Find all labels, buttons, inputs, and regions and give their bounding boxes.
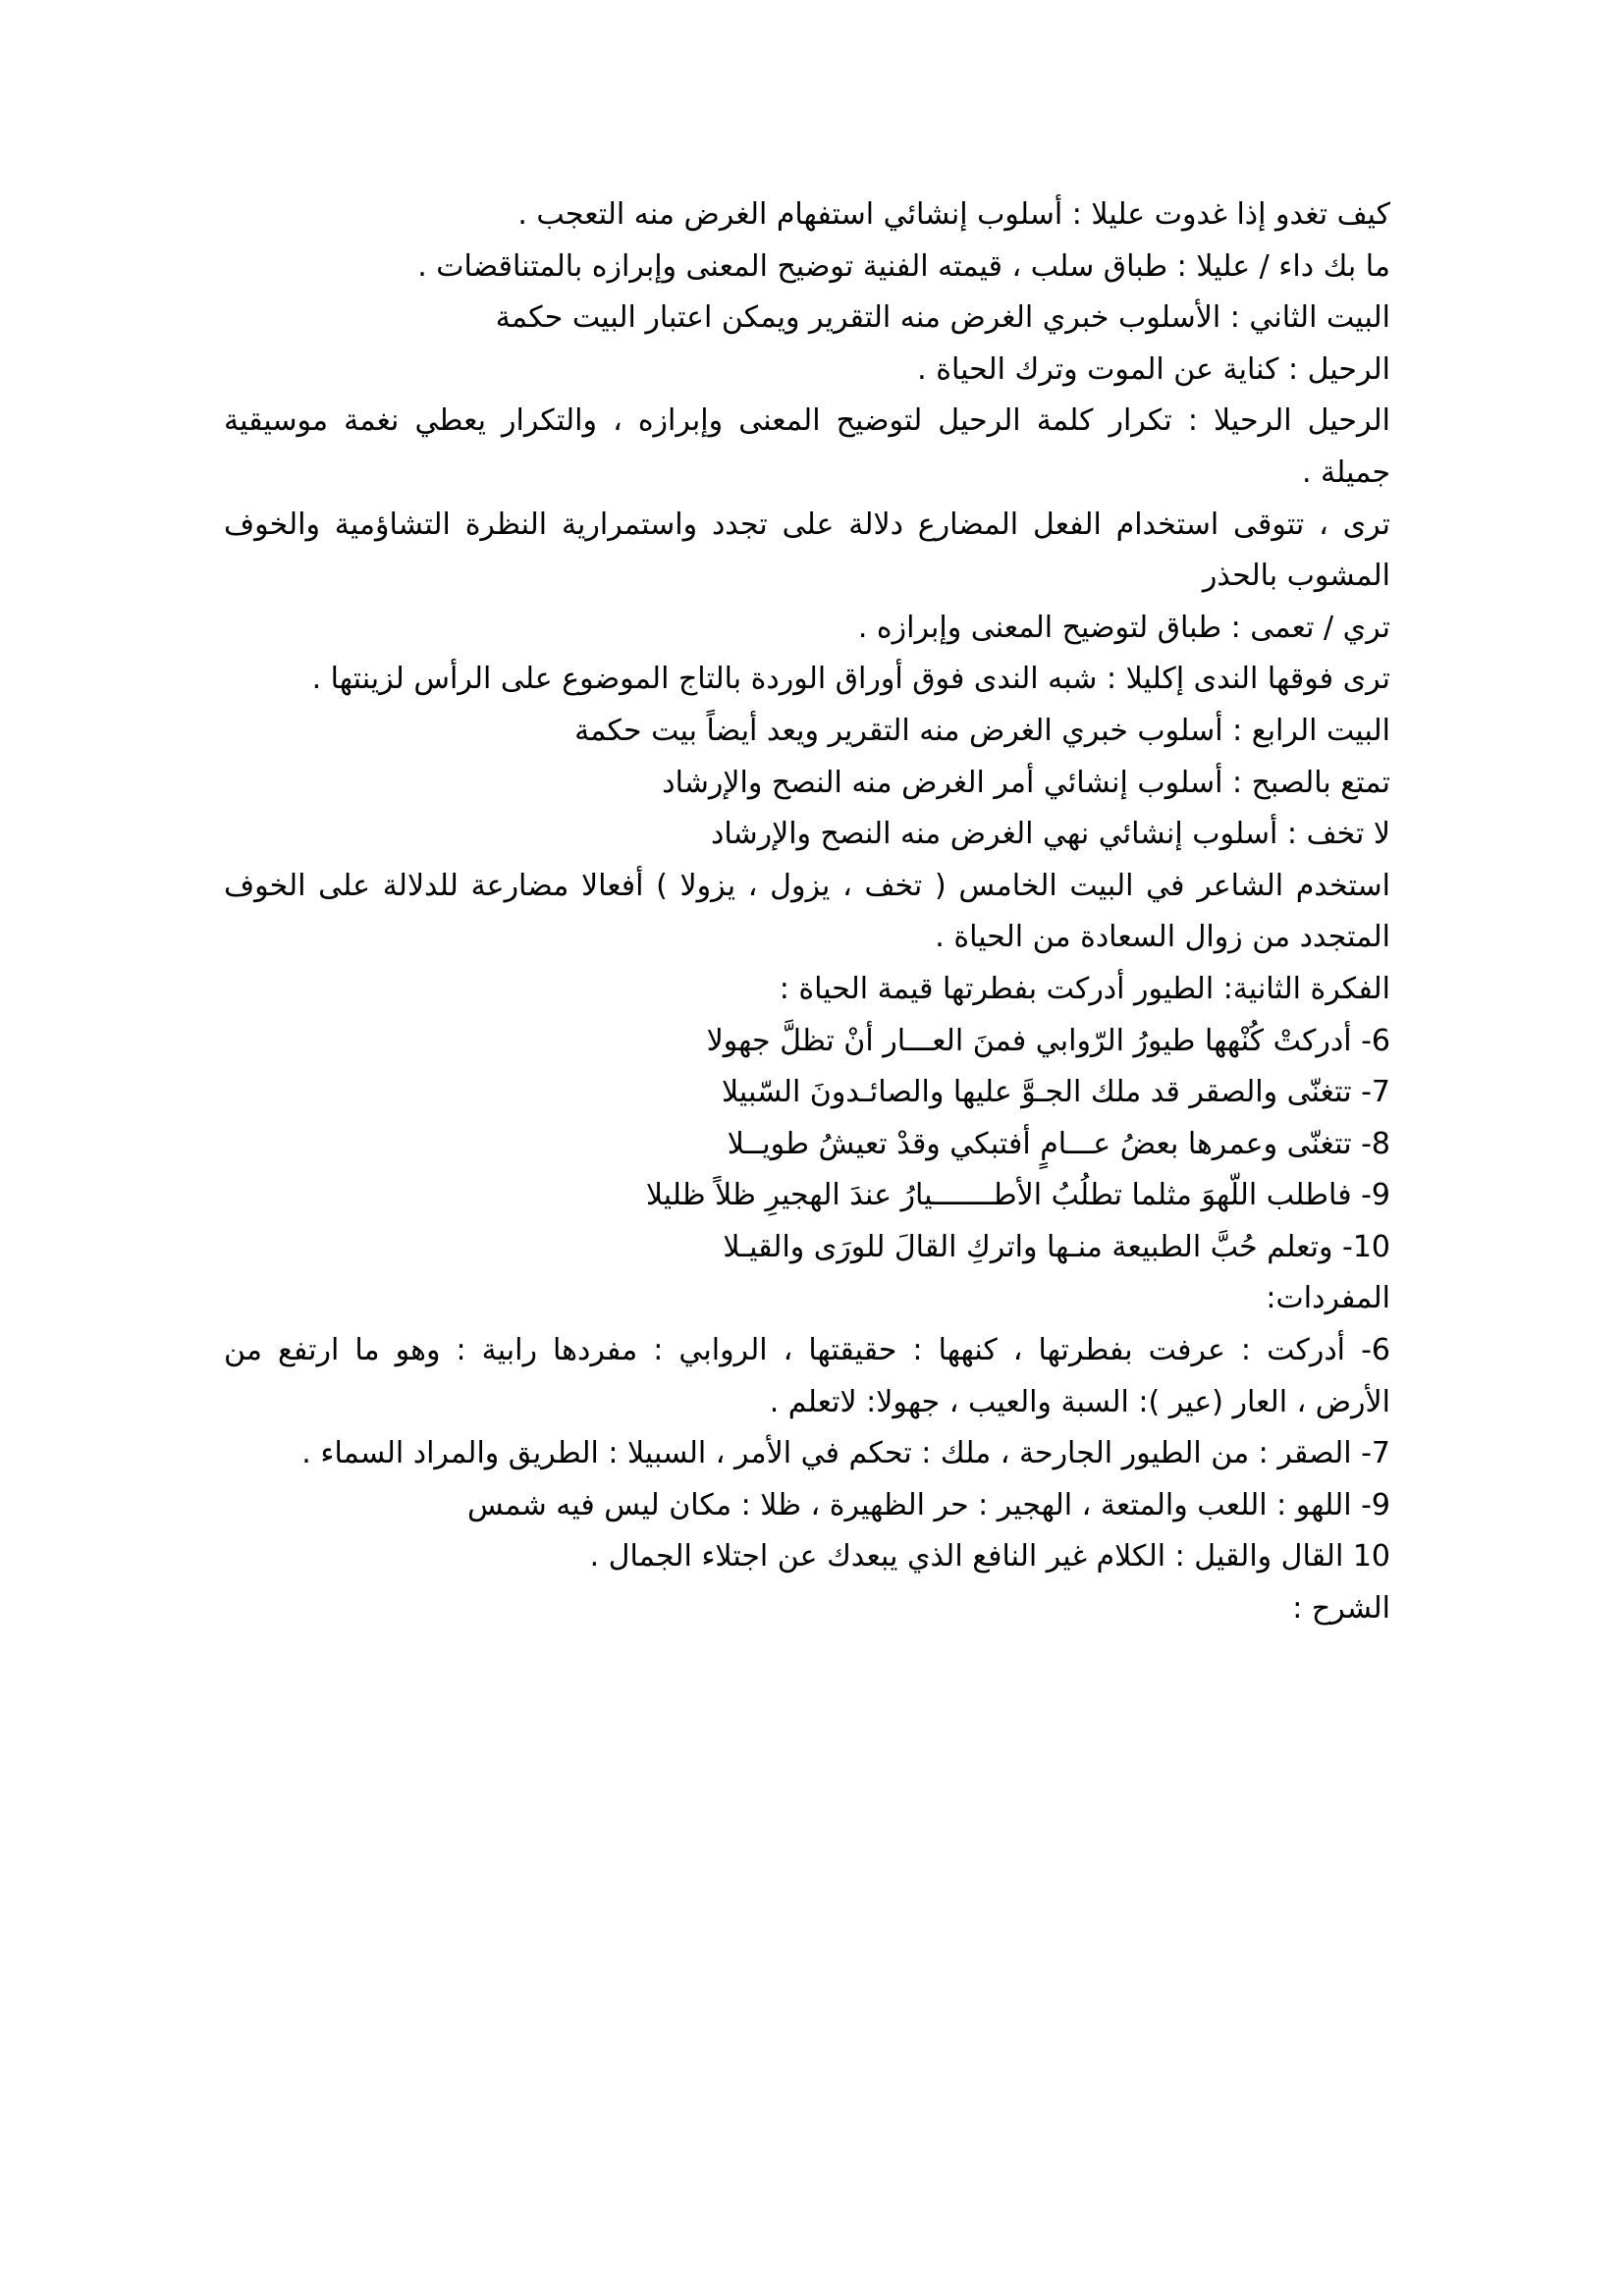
text-line: جميلة .: [1301, 454, 1390, 490]
text-line: 7- الصقر : من الطيور الجارحة ، ملك : تحكم في الأمر ، السبيلا : الطريق والمراد السماء .: [301, 1436, 1390, 1471]
text-line: 10 القال والقيل : الكلام غير النافع الذي يبعدك عن اجتلاء الجمال .: [589, 1539, 1390, 1575]
text-line: الفكرة الثانية: الطيور أدركت بفطرتها قيمة الحياة :: [779, 971, 1390, 1006]
text-line: المتجدد من زوال السعادة من الحياة .: [935, 920, 1390, 955]
text-line: الشرح :: [1292, 1591, 1390, 1627]
text-line: استخدم الشاعر في البيت الخامس ( تخف ، يزول ، يزولا ) أفعالا مضارعة للدلالة على الخوف: [224, 868, 1390, 903]
document-body: [224, 189, 1390, 1635]
text-line: 6- أدركت : عرفت بفطرتها ، كنهها : حقيقتها ، الروابي : مفردها رابية : وهو ما ارتفع من: [224, 1333, 1390, 1368]
text-line: ترى ، تتوقى استخدام الفعل المضارع دلالة على تجدد واستمرارية النظرة التشاؤمية والخوف: [224, 507, 1390, 542]
text-line: لا تخف : أسلوب إنشائي نهي الغرض منه النصح والإرشاد: [710, 817, 1390, 852]
text-line: المشوب بالحذر: [1202, 559, 1390, 594]
text-line: ما بك داء / عليلا : طباق سلب ، قيمته الفنية توضيح المعنى وإبرازه بالمتناقضات .: [417, 248, 1390, 284]
text-line: 7- تتغنّى والصقر قد ملك الجـوَّ عليها والصائـدونَ السّبيلا: [722, 1075, 1390, 1110]
text-line: البيت الثاني : الأسلوب خبري الغرض منه التقرير ويمكن اعتبار البيت حكمة: [495, 300, 1390, 336]
text-line: الأرض ، العار (عير ): السبة والعيب ، جهولا: لاتعلم .: [769, 1384, 1390, 1419]
text-line: الرحيل : كناية عن الموت وترك الحياة .: [917, 351, 1390, 387]
text-line: 6- أدركتْ كُنْهها طيورُ الرّوابي فمنَ العـــار أنْ تظلَّ جهولا: [706, 1023, 1390, 1058]
text-line: تري / تعمى : طباق لتوضيح المعنى وإبرازه .: [857, 610, 1390, 645]
text-line: 10- وتعلم حُبَّ الطبيعة منـها واتركِ القالَ للورَى والقيـلا: [723, 1229, 1390, 1264]
text-line: 8- تتغنّى وعمرها بعضُ عـــامٍ أفتبكي وقدْ تعيشُ طويــلا: [727, 1126, 1390, 1161]
text-line: تمتع بالصبح : أسلوب إنشائي أمر الغرض منه النصح والإرشاد: [662, 765, 1390, 800]
text-line: كيف تغدو إذا غدوت عليلا : أسلوب إنشائي استفهام الغرض منه التعجب .: [517, 197, 1390, 232]
text-line: 9- فاطلب اللّهوَ مثلما تطلُبُ الأطـــــــيارُ عندَ الهجيرِ ظلاً ظليلا: [645, 1178, 1390, 1213]
text-line: المفردات:: [1266, 1281, 1390, 1316]
text-line: ترى فوقها الندى إكليلا : شبه الندى فوق أوراق الوردة بالتاج الموضوع على الرأس لزينتها .: [311, 662, 1390, 697]
text-line: الرحيل الرحيلا : تكرار كلمة الرحيل لتوضيح المعنى وإبرازه ، والتكرار يعطي نغمة موسيقية: [224, 403, 1390, 439]
text-line: البيت الرابع : أسلوب خبري الغرض منه التقرير ويعد أيضاً بيت حكمة: [574, 713, 1390, 748]
text-line: 9- اللهو : اللعب والمتعة ، الهجير : حر الظهيرة ، ظلا : مكان ليس فيه شمس: [466, 1487, 1390, 1522]
